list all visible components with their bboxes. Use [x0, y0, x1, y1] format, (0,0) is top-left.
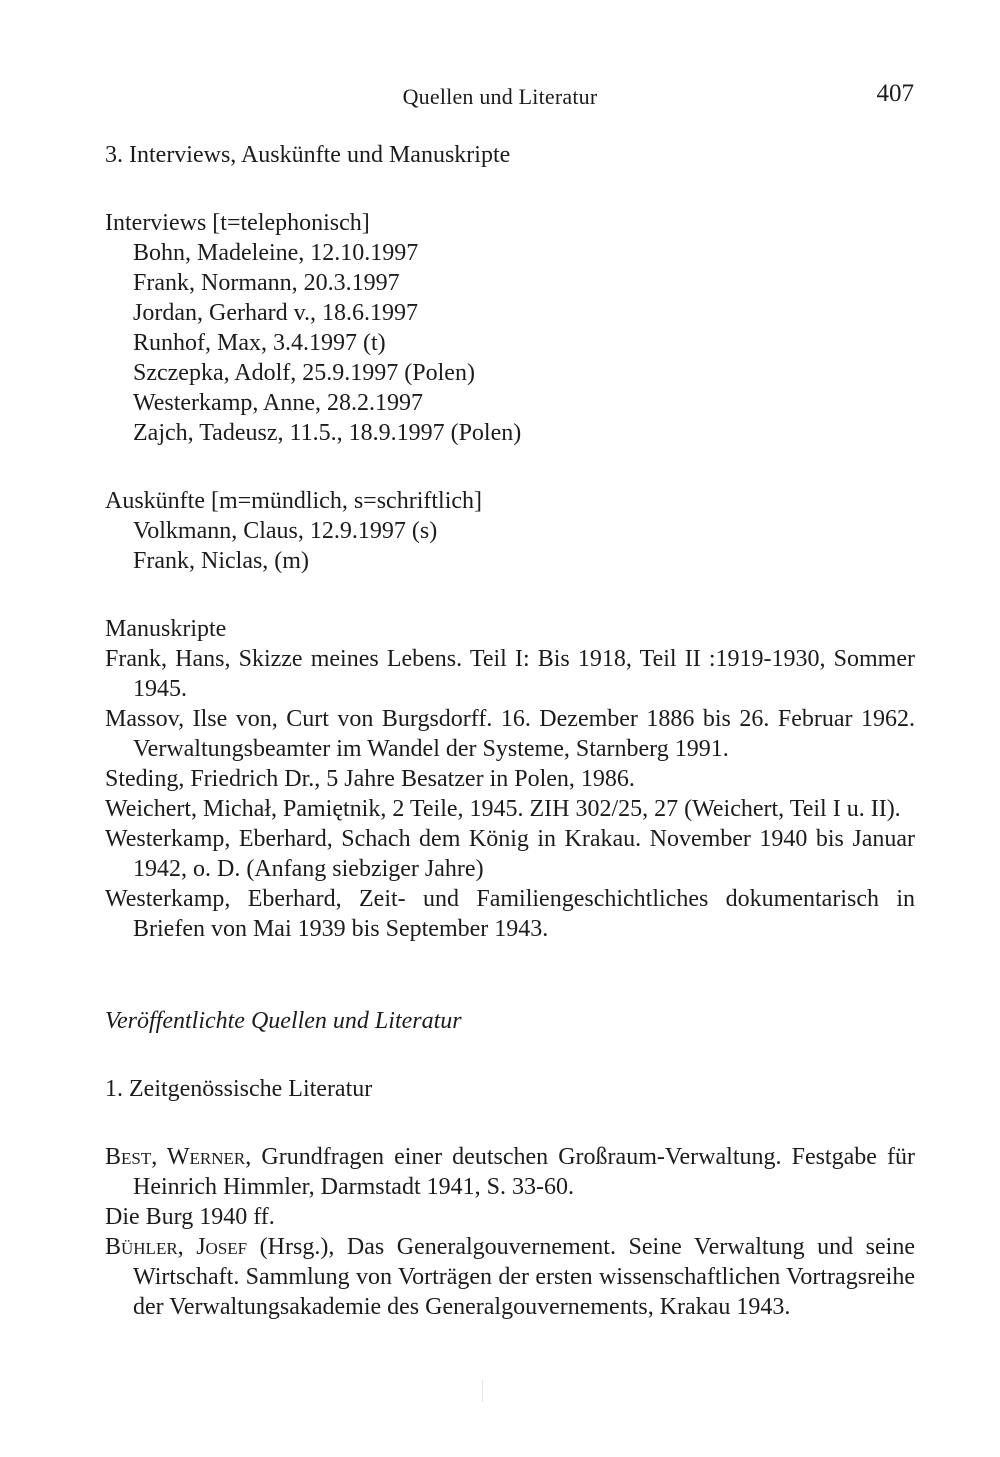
- manuskripte-heading: Manuskripte: [105, 616, 227, 642]
- scan-artifact: [482, 1380, 483, 1402]
- bibliography-entry: [105, 1202, 915, 1232]
- bibliography-entry: [105, 1142, 915, 1202]
- interview-item: Zajch, Tadeusz, 11.5., 18.9.1997 (Polen): [133, 420, 522, 446]
- section-heading-interviews: 3. Interviews, Auskünfte und Manuskripte: [105, 142, 511, 168]
- interview-item: Westerkamp, Anne, 28.2.1997: [133, 390, 424, 416]
- subheading-contemporary: 1. Zeitgenössische Literatur: [105, 1076, 373, 1102]
- bibliography-entry: [105, 1232, 915, 1322]
- manuscript-entry: Frank, Hans, Skizze meines Lebens. Teil I: Bis 1918, Teil II :1919-1930, Sommer 1945.: [105, 646, 915, 702]
- auskunft-item: Volkmann, Claus, 12.9.1997 (s): [133, 518, 438, 544]
- interview-item: Frank, Normann, 20.3.1997: [133, 270, 400, 296]
- entry-text: , Grundfragen einer deutschen Großraum-Verwaltung. Festgabe für Heinrich Himmler, Darmstadt 1941, S. 33-60.: [133, 1144, 915, 1200]
- manuscript-entry: Weichert, Michał, Pamiętnik, 2 Teile, 1945. ZIH 302/25, 27 (Weichert, Teil I u. II).: [105, 796, 901, 822]
- interview-item: Runhof, Max, 3.4.1997 (t): [133, 330, 386, 356]
- manuscript-entry: Steding, Friedrich Dr., 5 Jahre Besatzer in Polen, 1986.: [105, 766, 635, 792]
- entry-author: Best, Werner: [105, 1144, 246, 1170]
- interview-item: Szczepka, Adolf, 25.9.1997 (Polen): [133, 360, 475, 386]
- page-content: [105, 140, 915, 1322]
- entry-text: (Hrsg.), Das Generalgouvernement. Seine Verwaltung und seine Wirtschaft. Sammlung von Vorträgen der ersten wissenschaftlichen Vortragsreihe der Verwaltungsakademie des Generalgouvernements, Krakau 1943.: [133, 1234, 915, 1320]
- manuscript-entry: Westerkamp, Eberhard, Schach dem König in Krakau. November 1940 bis Januar 1942, o. D. (Anfang siebziger Jahre): [105, 826, 915, 882]
- manuscript-entry: Massov, Ilse von, Curt von Burgsdorff. 16. Dezember 1886 bis 26. Februar 1962. Verwaltungsbeamter im Wandel der Systeme, Starnberg 1991.: [105, 706, 915, 762]
- entry-author: Bühler, Josef: [105, 1234, 248, 1260]
- interview-item: Bohn, Madeleine, 12.10.1997: [133, 240, 419, 266]
- auskunft-item: Frank, Niclas, (m): [133, 548, 309, 574]
- section-heading-published: Veröffentlichte Quellen und Literatur: [105, 1008, 462, 1034]
- auskuenfte-heading: Auskünfte [m=mündlich, s=schriftlich]: [105, 488, 483, 514]
- page-number: 407: [876, 80, 914, 107]
- manuscript-entry: Westerkamp, Eberhard, Zeit- und Familiengeschichtliches dokumentarisch in Briefen von Mai 1939 bis September 1943.: [105, 886, 915, 942]
- interview-item: Jordan, Gerhard v., 18.6.1997: [133, 300, 419, 326]
- running-head: Quellen und Literatur: [402, 84, 598, 109]
- entry-text: Die Burg 1940 ff.: [105, 1204, 275, 1230]
- interviews-heading: Interviews [t=telephonisch]: [105, 210, 370, 236]
